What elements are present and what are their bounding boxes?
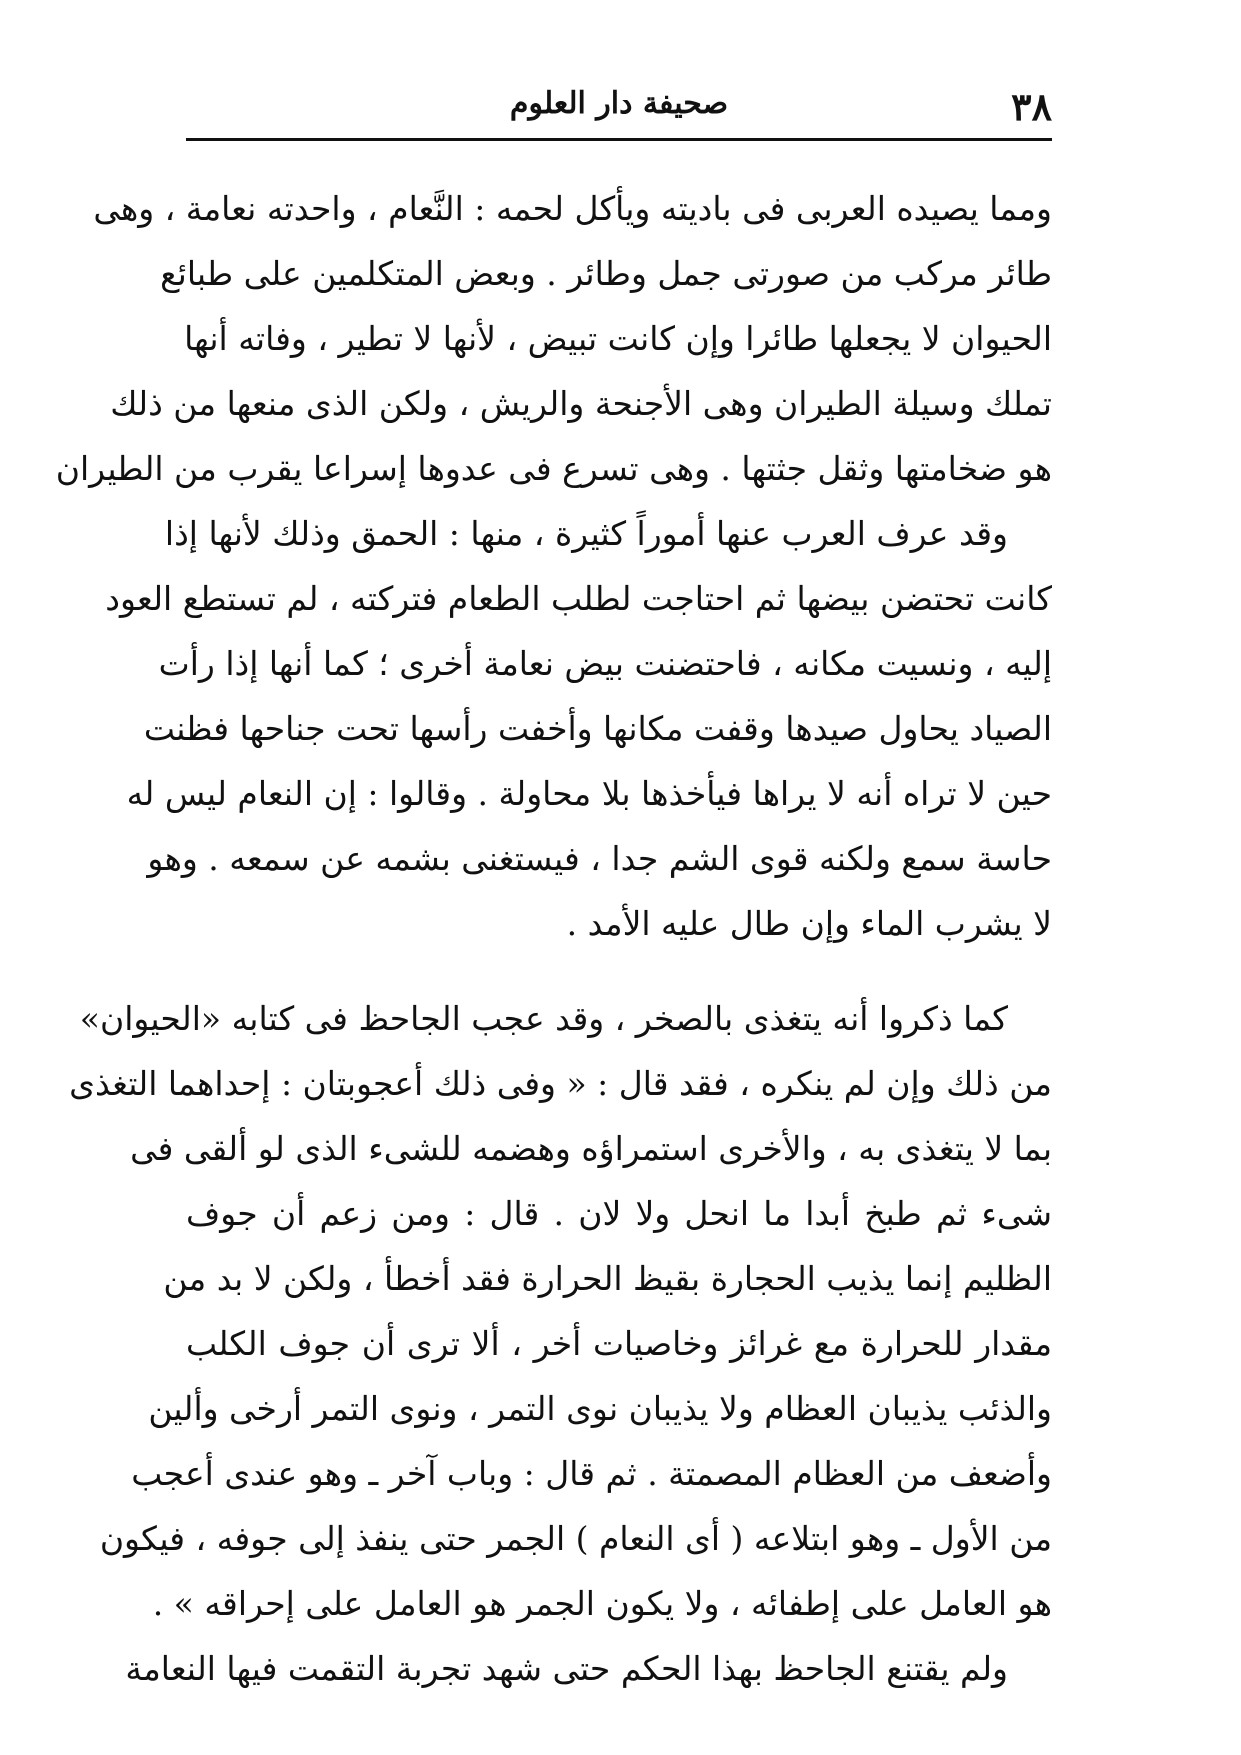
text-line: هو العامل على إطفائه ، ولا يكون الجمر هو العامل على إحراقه » . (152, 1584, 1052, 1623)
text-line: حين لا تراه أنه لا يراها فيأخذها بلا محاولة . وقالوا : إن النعام ليس له (126, 774, 1052, 813)
text-line: مقدار للحرارة مع غرائز وخاصيات أخر ، ألا ترى أن جوف الكلب (186, 1324, 1052, 1363)
text-line: كما ذكروا أنه يتغذى بالصخر ، وقد عجب الجاحظ فى كتابه «الحيوان» (79, 999, 1008, 1038)
paragraph-gap (186, 956, 1052, 986)
body-text (55, 176, 1052, 1701)
text-line: وقد عرف العرب عنها أموراً كثيرة ، منها : الحمق وذلك لأنها إذا (164, 514, 1008, 553)
page-number: ٣٨ (1011, 84, 1052, 129)
text-line: حاسة سمع ولكنه قوى الشم جدا ، فيستغنى بشمه عن سمعه . وهو (147, 839, 1052, 878)
text-line: الظليم إنما يذيب الحجارة بقيظ الحرارة فقد أخطأ ، ولكن لا بد من (163, 1259, 1052, 1298)
text-line: بما لا يتغذى به ، والأخرى استمراؤه وهضمه للشىء الذى لو ألقى فى (130, 1129, 1052, 1168)
text-line: لا يشرب الماء وإن طال عليه الأمد . (566, 904, 1052, 943)
text-line: من ذلك وإن لم ينكره ، فقد قال : « وفى ذلك أعجوبتان : إحداهما التغذى (69, 1064, 1052, 1103)
header-rule (186, 138, 1052, 141)
text-line: شىء ثم طبخ أبدا ما انحل ولا لان . قال : ومن زعم أن جوف (186, 1194, 1052, 1233)
text-line: من الأول ـ وهو ابتلاعه ( أى النعام ) الجمر حتى ينفذ إلى جوفه ، فيكون (99, 1519, 1052, 1558)
text-line: كانت تحتضن بيضها ثم احتاجت لطلب الطعام فتركته ، لم تستطع العود (105, 579, 1052, 618)
text-line: وأضعف من العظام المصمتة . ثم قال : وباب آخر ـ وهو عندى أعجب (131, 1454, 1052, 1493)
text-line: والذئب يذيبان العظام ولا يذيبان نوى التمر ، ونوى التمر أرخى وألين (148, 1389, 1052, 1428)
text-line: ولم يقتنع الجاحظ بهذا الحكم حتى شهد تجربة التقمت فيها النعامة (125, 1649, 1008, 1688)
text-line: الحيوان لا يجعلها طائرا وإن كانت تبيض ، لأنها لا تطير ، وفاته أنها (184, 319, 1052, 358)
journal-title: صحيفة دار العلوم (509, 86, 729, 121)
text-line: هو ضخامتها وثقل جثتها . وهى تسرع فى عدوها إسراعا يقرب من الطيران (55, 449, 1052, 488)
text-line: طائر مركب من صورتى جمل وطائر . وبعض المتكلمين على طبائع (160, 254, 1052, 293)
text-line: إليه ، ونسيت مكانه ، فاحتضنت بيض نعامة أخرى ؛ كما أنها إذا رأت (158, 644, 1052, 683)
text-line: ومما يصيده العربى فى باديته ويأكل لحمه : النَّعام ، واحدته نعامة ، وهى (93, 189, 1052, 228)
text-line: الصياد يحاول صيدها وقفت مكانها وأخفت رأسها تحت جناحها فظنت (143, 709, 1052, 748)
running-header (186, 82, 1052, 132)
text-line: تملك وسيلة الطيران وهى الأجنحة والريش ، ولكن الذى منعها من ذلك (110, 384, 1052, 423)
